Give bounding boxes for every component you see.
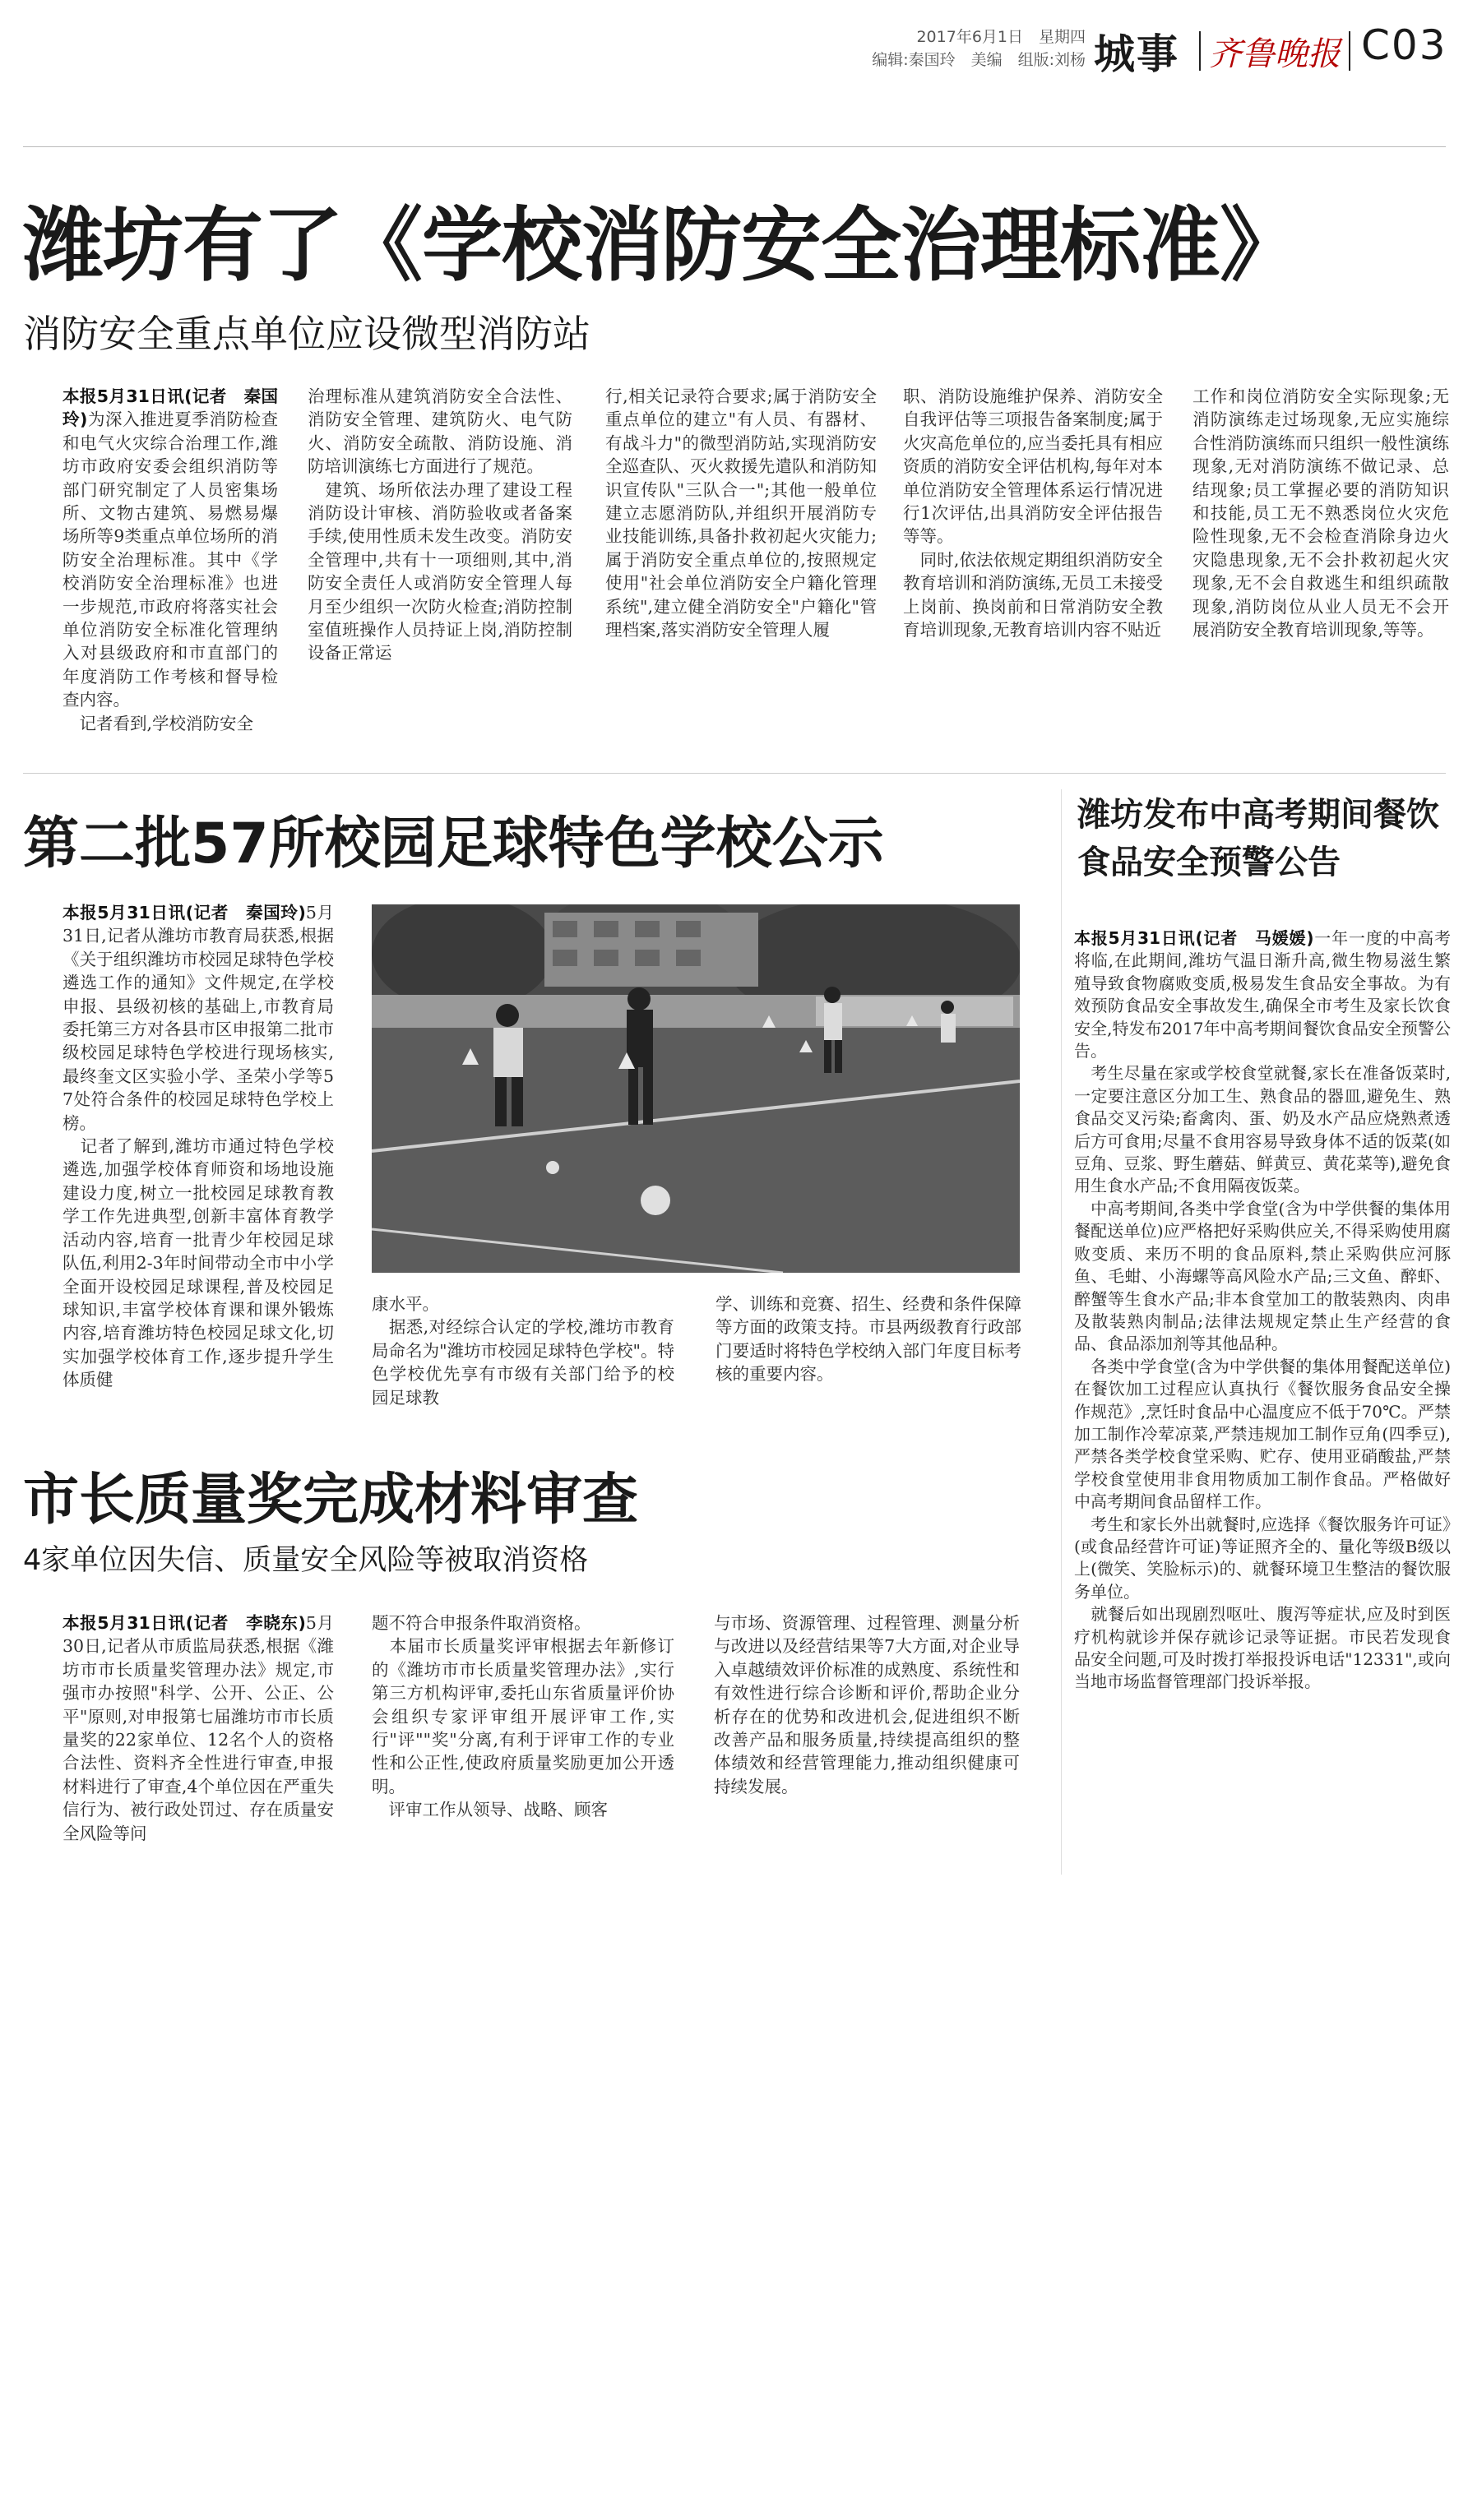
newspaper-logo: 齐鲁晚报 bbox=[1209, 35, 1341, 73]
column-divider bbox=[1061, 789, 1062, 1875]
date-line: 2017年6月1日 星期四 bbox=[916, 28, 1086, 46]
article1-column: 本报5月31日讯(记者 秦国玲)为深入推进夏季消防检查和电气火灾综合治理工作,潍坊市政府安委会组织消防等部门研究制定了人员密集场所、文物古建筑、易燃易爆场所等9类重点单位场所的消防安全治理标准。其中《学校消防安全治理标准》也进一步规范,市政府将落实社会单位消防安全标准化管理纳入对县级政府和市直部门的年度消防工作考核和督导检查内容。 记者看到,学校消防安全 bbox=[63, 386, 278, 733]
article4-headline: 潍坊发布中高考期间餐饮食品安全预警公告 bbox=[1077, 796, 1439, 881]
article1-headline: 潍坊有了《学校消防安全治理标准》 bbox=[23, 199, 1300, 293]
article2-column: 学、训练和竞赛、招生、经费和条件保障等方面的政策支持。市县两级教育行政部门要适时将特色学校纳入部门年度目标考核的重要内容。 bbox=[715, 1294, 1021, 1385]
header-divider bbox=[1349, 31, 1350, 71]
article2-lead: 本报5月31日讯(记者 秦国玲) bbox=[63, 903, 306, 922]
article1-column: 治理标准从建筑消防安全合法性、消防安全管理、建筑防火、电气防火、消防安全疏散、消防设施、消防培训演练七方面进行了规范。 建筑、场所依法办理了建设工程消防设计审核、消防验收或者备案手续,使用性质未发生改变。消防安全管理中,共有十一项细则,其中,消防安全责任人或消防安全管理人每月至少组织一次防火检查;消防控制室值班操作人员持证上岗,消防控制设备正常运 bbox=[308, 386, 572, 664]
soccer-photo bbox=[372, 904, 1020, 1273]
page-number: C03 bbox=[1361, 21, 1447, 69]
article4-body: 本报5月31日讯(记者 马媛媛)一年一度的中高考将临,在此期间,潍坊气温日渐升高,微生物易滋生繁殖导致食物腐败变质,极易发生食品安全事故。为有效预防食品安全事故发生,确保全市考生及家长饮食安全,特发布2017年中高考期间餐饮食品安全预警公告。 考生尽量在家或学校食堂就餐,家长在准备饭菜时,一定要注意区分加工生、熟食品的器皿,避免生、熟食品交叉污染;畜禽肉、蛋、奶及水产品应烧熟煮透后方可食用;尽量不食用容易导致身体不适的饭菜(如豆角、豆浆、野生蘑菇、鲜黄豆、黄花菜等),避免食用生食水产品;不食用隔夜饭菜。 中高考期间,各类中学食堂(含为中学供餐的集体用餐配送单位)应严格把好采购供应关,不得采购使用腐败变质、来历不明的食品原料,禁止采购供应河豚鱼、毛蚶、小海螺等高风险水产品;三文鱼、醉虾、醉蟹等生食水产品;非本食堂加工的散装熟肉、肉串及散装熟肉制品;法律法规规定禁止生产经营的食品、食品添加剂等其他品种。 各类中学食堂(含为中学供餐的集体用餐配送单位)在餐饮加工过程应认真执行《餐饮服务食品安全操作规范》,烹饪时食品中心温度应不低于70℃。严禁加工制作冷荤凉菜,严禁违规加工制作豆角(四季豆),严禁各类学校食堂采购、贮存、使用亚硝酸盐,严禁学校食堂使用非食用物质加工制作食品。严格做好中高考期间食品留样工作。 考生和家长外出就餐时,应选择《餐饮服务许可证》(或食品经营许可证)等证照齐全的、量化等级B级以上(微笑、笑脸标示)的、就餐环境卫生整洁的餐饮服务单位。 就餐后如出现剧烈呕吐、腹泻等症状,应及时到医疗机构就诊并保存就诊记录等证据。市民若发现食品安全问题,可及时拨打举报投诉电话"12331",或向当地市场监督管理部门投诉举报。 bbox=[1074, 928, 1451, 1692]
article2-headline: 第二批57所校园足球特色学校公示 bbox=[23, 811, 884, 876]
article1-lead: 本报5月31日讯(记者 秦国玲) bbox=[63, 386, 278, 430]
article3-lead: 本报5月31日讯(记者 李晓东) bbox=[63, 1613, 306, 1633]
article1-subheadline: 消防安全重点单位应设微型消防站 bbox=[23, 312, 590, 356]
article3-column: 与市场、资源管理、过程管理、测量分析与改进以及经营结果等7大方面,对企业导入卓越绩效评价标准的成熟度、系统性和有效性进行综合诊断和评价,帮助企业分析存在的优势和改进机会,促进组织不断改善产品和服务质量,持续提高组织的整体绩效和经营管理能力,推动组织健康可持续发展。 bbox=[714, 1613, 1020, 1796]
header-divider bbox=[1199, 31, 1201, 71]
article3-column: 题不符合申报条件取消资格。 本届市长质量奖评审根据去年新修订的《潍坊市市长质量奖管理办法》,实行第三方机构评审,委托山东省质量评价协会组织专家评审组开展评审工作,实行"评""奖"分离,有利于评审工作的专业性和公正性,使政府质量奖励更加公开透明。 评审工作从领导、战略、顾客 bbox=[372, 1613, 674, 1820]
header-rule bbox=[23, 146, 1446, 147]
section-rule bbox=[23, 773, 1446, 774]
article3-headline: 市长质量奖完成材料审查 bbox=[23, 1468, 639, 1533]
article3-column: 本报5月31日讯(记者 李晓东)5月30日,记者从市质监局获悉,根据《潍坊市市长质量奖管理办法》规定,市强市办按照"科学、公开、公正、公平"原则,对申报第七届潍坊市市长质量奖的22家单位、12名个人的资格合法性、资料齐全性进行审查,申报材料进行了审查,4个单位因在严重失信行为、被行政处罚过、存在质量安全风险等问 bbox=[63, 1613, 334, 1843]
article3-subheadline: 4家单位因失信、质量安全风险等被取消资格 bbox=[23, 1544, 589, 1577]
article2-column: 康水平。 据悉,对经综合认定的学校,潍坊市教育局命名为"潍坊市校园足球特色学校"。特色学校优先享有市级有关部门给予的校园足球教 bbox=[372, 1294, 674, 1408]
article1-column: 工作和岗位消防安全实际现象;无消防演练走过场现象,无应实施综合性消防演练而只组织一般性演练现象,无对消防演练不做记录、总结现象;员工掌握必要的消防知识和技能,员工无不熟悉岗位火灾危险性现象,无不会检查消除身边火灾隐患现象,无不会扑救初起火灾现象,无不会自救逃生和组织疏散现象,消防岗位从业人员无不会开展消防安全教育培训现象,等等。 bbox=[1192, 386, 1449, 640]
article1-column: 职、消防设施维护保养、消防安全自我评估等三项报告备案制度;属于火灾高危单位的,应当委托具有相应资质的消防安全评估机构,每年对本单位消防安全管理体系运行情况进行1次评估,出具消防安全评估报告等等。 同时,依法依规定期组织消防安全教育培训和消防演练,无员工未接受上岗前、换岗前和日常消防安全教育培训现象,无教育培训内容不贴近 bbox=[903, 386, 1163, 640]
article2-column: 本报5月31日讯(记者 秦国玲)5月31日,记者从潍坊市教育局获悉,根据《关于组织潍坊市校园足球特色学校遴选工作的通知》文件规定,在学校申报、县级初核的基础上,市教育局委托第三方对各县市区申报第二批市级校园足球特色学校进行现场核实,最终奎文区实验小学、圣荣小学等57处符合条件的校园足球特色学校上榜。 记者了解到,潍坊市通过特色学校遴选,加强学校体育师资和场地设施建设力度,树立一批校园足球教育教学工作先进典型,创新丰富体育教学活动内容,培育一批青少年校园足球队伍,利用2-3年时间带动全市中小学全面开设校园足球课程,普及校园足球知识,丰富学校体育课和课外锻炼内容,培育潍坊特色校园足球文化,切实加强学校体育工作,逐步提升学生体质健 bbox=[63, 903, 334, 1390]
section-name: 城事 bbox=[1094, 30, 1179, 78]
article4-lead: 本报5月31日讯(记者 马媛媛) bbox=[1074, 928, 1314, 948]
article1-column: 行,相关记录符合要求;属于消防安全重点单位的建立"有人员、有器材、有战斗力"的微型消防站,实现消防安全巡查队、灭火救援先遣队和消防知识宣传队"三队合一";其他一般单位建立志愿消防队,并组织开展消防专业技能训练,具备扑救初起火灾能力;属于消防安全重点单位的,按照规定使用"社会单位消防安全户籍化管理系统",建立健全消防安全"户籍化"管理档案,落实消防安全管理人履 bbox=[605, 386, 877, 640]
editors-line: 编辑:秦国玲 美编 组版:刘杨 bbox=[872, 51, 1086, 69]
